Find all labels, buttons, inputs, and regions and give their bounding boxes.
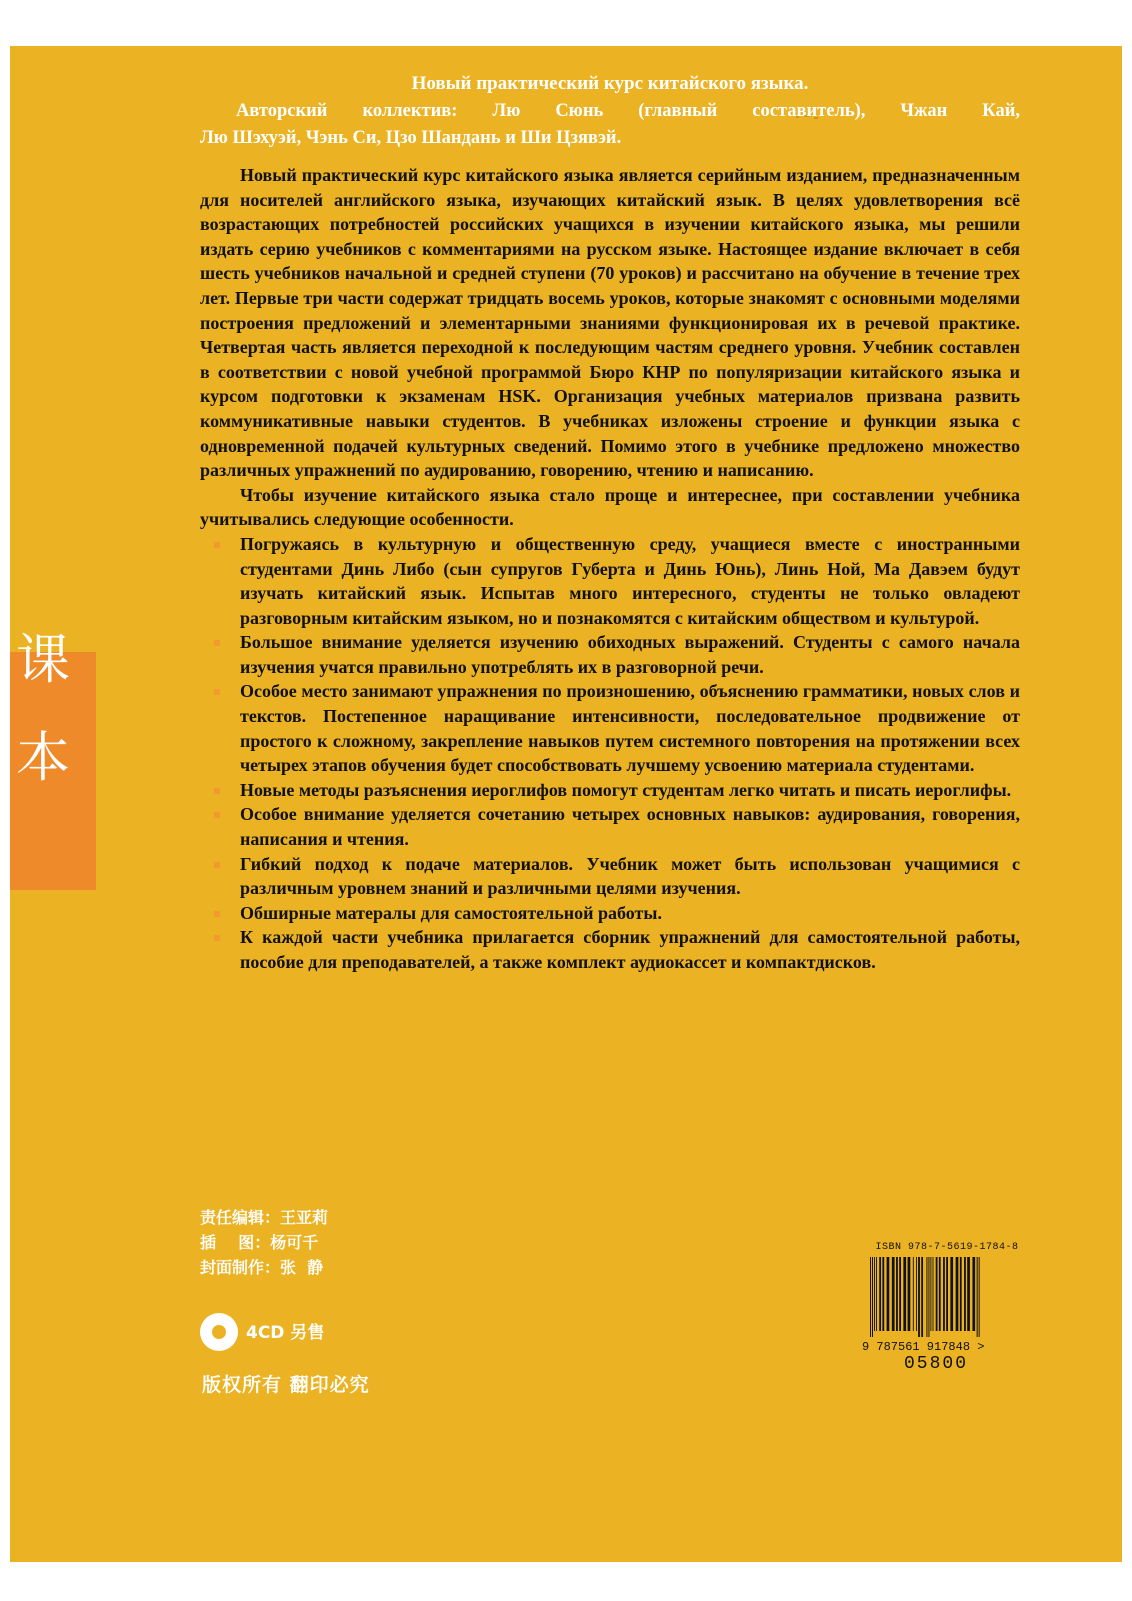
list-item: Особое внимание уделяется сочетанию четырех основных навыков: аудирования, говорения, написания и чтения. xyxy=(200,802,1020,851)
credit-illustration: 插 图：杨可千 xyxy=(200,1233,319,1252)
barcode-bar xyxy=(946,1257,948,1331)
bullet-icon xyxy=(214,788,220,794)
bullet-icon xyxy=(214,640,220,646)
barcode-bar xyxy=(892,1257,895,1331)
credits-block xyxy=(200,1205,328,1280)
barcode-bar xyxy=(928,1257,929,1337)
barcode-bar xyxy=(874,1257,875,1331)
list-item: Новые методы разъяснения иероглифов помогут студентам легко читать и писать иероглифы. xyxy=(200,778,1020,803)
features-list xyxy=(200,532,1020,975)
price-code: 05800 xyxy=(904,1354,969,1374)
tab-char-book: 本 xyxy=(16,726,70,789)
book-title: Новый практический курс китайского языка. xyxy=(411,73,809,94)
barcode-bar xyxy=(979,1257,980,1337)
cd-sold-separately: 4CD 另售 xyxy=(246,1323,325,1343)
barcode-bar xyxy=(876,1257,877,1331)
list-item: Погружаясь в культурную и общественную среду, учащиеся вместе с иностранными студентами Динь Либо (сын супругов Губерта и Динь Юнь), Линь Ной, Ма Давэем будут изучать китайский язык. Испытав много интересного, студенты не только овладеют разговорным китайским языком, но и познакомятся с китайским обществом и культурой. xyxy=(200,532,1020,630)
barcode-icon xyxy=(870,1257,1016,1337)
list-item: Гибкий подход к подаче материалов. Учебник может быть использован учащимися с различным уровнем знаний и различными целями изучения. xyxy=(200,852,1020,901)
barcode-bar xyxy=(899,1257,901,1331)
barcode-bar xyxy=(903,1257,906,1331)
barcode-bar xyxy=(956,1257,959,1331)
barcode-bar xyxy=(872,1257,873,1337)
bullet-icon xyxy=(214,911,220,917)
barcode-bar xyxy=(964,1257,966,1331)
barcode-bar xyxy=(913,1257,914,1331)
list-item: Обширные матерaлы для самостоятельной работы. xyxy=(200,901,1020,926)
description-body xyxy=(200,163,1020,975)
bullet-icon xyxy=(214,812,220,818)
barcode-bar xyxy=(939,1257,941,1331)
features-intro-paragraph: Чтобы изучение китайского языка стало проще и интереснее, при составлении учебника учитывались следующие особенности. xyxy=(200,484,1020,530)
cd-disc-hole xyxy=(212,1325,226,1339)
bullet-icon xyxy=(214,689,220,695)
barcode-bar xyxy=(977,1257,978,1337)
isbn-number: ISBN 978-7-5619-1784-8 xyxy=(875,1242,1019,1253)
barcode-bar xyxy=(930,1257,931,1331)
barcode-bar xyxy=(967,1257,970,1331)
barcode-bar xyxy=(879,1257,881,1331)
authors-line-1: Авторский коллектив: Лю Сюнь (главный составитель), Чжан Кай, xyxy=(236,101,1020,121)
list-item: К каждой части учебника прилагается сборник упражнений для самостоятельной работы, пособие для преподавателей, а также комплект аудиокассет и компактдисков. xyxy=(200,925,1020,974)
barcode-bar xyxy=(916,1257,917,1331)
barcode-bar xyxy=(918,1257,920,1337)
bullet-icon xyxy=(214,542,220,548)
barcode-bar xyxy=(896,1257,898,1331)
list-item: Большое внимание уделяется изучению обиходных выражений. Студенты с самого начала изучения учатся правильно употреблять их в разговорной речи. xyxy=(200,630,1020,679)
barcode-bar xyxy=(887,1257,890,1331)
barcode-bar xyxy=(870,1257,871,1337)
barcode-bar xyxy=(933,1257,934,1331)
authors-line-2: Лю Шэхуэй, Чэнь Си, Цзо Шандань и Ши Цзявэй. xyxy=(200,128,622,148)
barcode-bar xyxy=(972,1257,975,1331)
barcode-bar xyxy=(926,1257,927,1337)
barcode-bar xyxy=(943,1257,945,1331)
credit-cover-design: 封面制作：张 静 xyxy=(200,1258,324,1277)
tab-char-lesson: 课 xyxy=(16,628,70,691)
barcode-bar xyxy=(882,1257,884,1331)
barcode-bar xyxy=(921,1257,923,1337)
bullet-icon xyxy=(214,862,220,868)
copyright-notice: 版权所有 翻印必究 xyxy=(202,1374,370,1396)
barcode-bar xyxy=(960,1257,962,1331)
barcode-block xyxy=(862,1242,1032,1374)
list-item: Особое место занимают упражнения по произношению, объяснению грамматики, новых слов и текстов. Постепенное наращивание интенсивности, последовательное продвижение от простого к сложному, закрепление навыков путем системного повторения на протяжении всех четырех этапов обучения будет способствовать лучшему усвоению материала студентами. xyxy=(200,679,1020,777)
barcode-digits: 9 787561 917848 > xyxy=(862,1340,985,1354)
credit-editor: 责任编辑：王亚莉 xyxy=(200,1208,329,1227)
barcode-bar xyxy=(950,1257,953,1331)
bullet-icon xyxy=(214,935,220,941)
title-block xyxy=(200,70,1020,152)
intro-paragraph: Новый практический курс китайского языка является серийным изданием, предназначенным для носителей английского языка, изучающих китайский язык. В целях удовлетворения всё возрастающих потребностей российских учащихся в изучении китайского языка, мы решили издать серию учебников с комментариями на русском языке. Настоящее издание включает в себя шесть учебников начальной и средней ступени (70 уроков) и рассчитано на обучение в течение трех лет. Первые три части содержат тридцать восемь уроков, которые знакомят с основными моделями построения предложений и элементарными знаниями функционировая их в речевой практике. Четвертая часть является переходной к последующим частям среднего уровня. Учебник составлен в соответствии с новой учебной программой Бюро КНР по популяризации китайского языка и курсом подготовки к экзаменам HSK. Организация учебных материалов призвана развить коммуникативные навыки студентов. В учебниках изложены строение и функции языка с одновременной подачей культурных сведений. Помимо этого в учебнике предложено множество различных упражнений по аудированию, говорению, чтению и написанию. xyxy=(200,165,1020,481)
barcode-bar xyxy=(908,1257,911,1331)
barcode-bar xyxy=(936,1257,938,1331)
